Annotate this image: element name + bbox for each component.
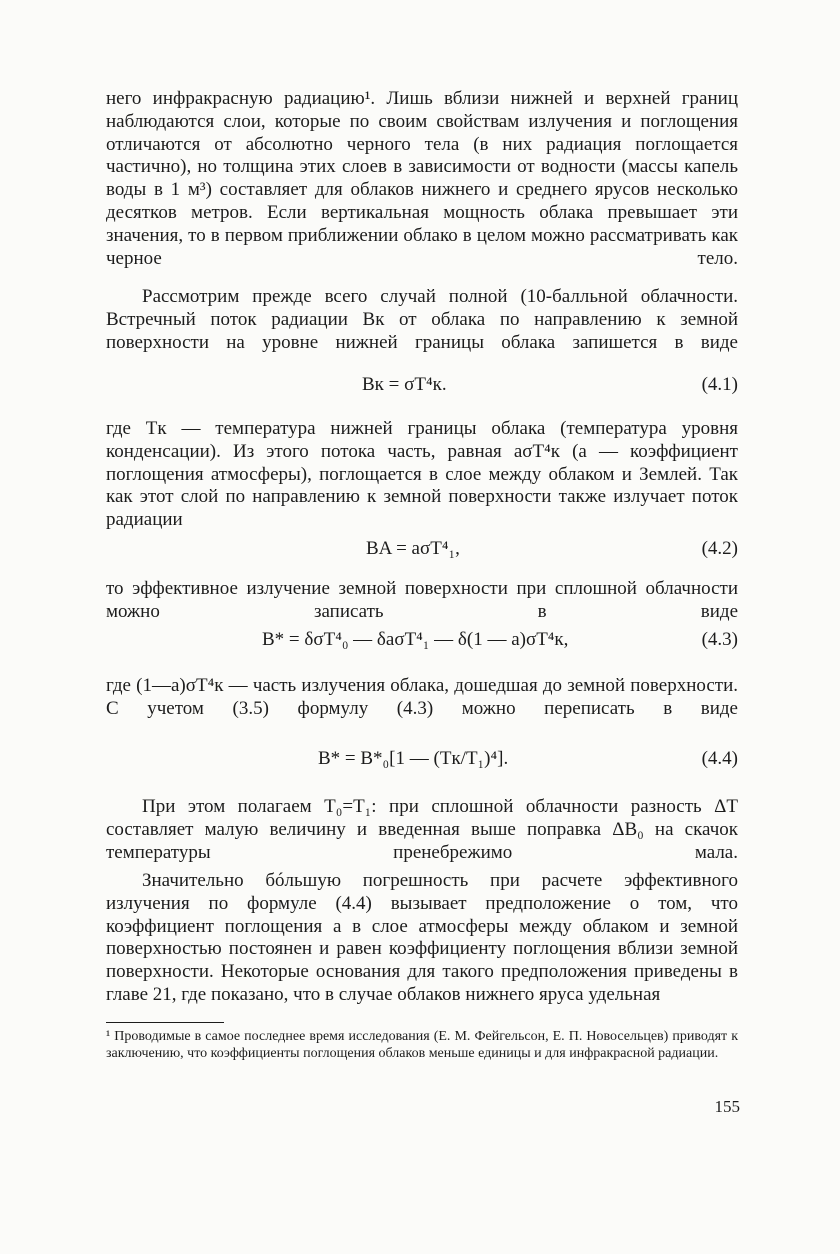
formula-4-3 [106, 629, 738, 659]
footnote-rule [106, 1022, 224, 1023]
formula-4-4-expression: B* = B*₀[1 — (Tк/T₁)⁴]. [318, 748, 509, 769]
formula-4-4-number: (4.4) [701, 748, 738, 769]
formula-4-1-number: (4.1) [701, 374, 738, 395]
paragraph-3: где Tк — температура нижней границы облака (температура уровня конденсации). Из этого потока часть, равная aσT⁴к (a — коэффициент поглощения атмосферы), поглощается в слое между облаком и Землей. Так как этот слой по направлению к земной поверхности также излучает поток радиации [106, 418, 738, 531]
page-number: 155 [714, 1097, 740, 1116]
paragraph-1: него инфракрасную радиацию¹. Лишь вблизи нижней и верхней границ наблюдаются слои, которые по своим свойствам излучения и поглощения отличаются от абсолютно черного тела (в них радиация поглощается частично), но толщина этих слоев в зависимости от водности (массы капель воды в 1 м³) составляет для облаков нижнего и среднего ярусов несколько десятков метров. Если вертикальная мощность облака превышает эти значения, то в первом приближении облако в целом можно рассматривать как черное тело. [106, 88, 738, 269]
formula-4-1 [106, 374, 738, 404]
footnote: ¹ Проводимые в самое последнее время исследования (Е. М. Фейгельсон, Е. П. Новосельцев) приводят к заключению, что коэффициенты поглощения облаков меньше единицы и для инфракрасной радиации. [106, 1029, 738, 1061]
paragraph-6: При этом полагаем T₀=T₁: при сплошной облачности разность ΔT составляет малую величину и введенная выше поправка ΔB₀ на скачок температуры пренебрежимо мала. [106, 796, 738, 863]
paragraph-5: где (1—a)σT⁴к — часть излучения облака, дошедшая до земной поверхности. С учетом (3.5) формулу (4.3) можно переписать в виде [106, 675, 738, 719]
formula-4-1-expression: Bк = σT⁴к. [362, 374, 447, 395]
formula-4-3-number: (4.3) [701, 629, 738, 650]
formula-4-3-expression: B* = δσT⁴₀ — δaσT⁴₁ — δ(1 — a)σT⁴к, [262, 629, 569, 650]
formula-4-2-number: (4.2) [701, 538, 738, 559]
paragraph-7: Значительно бóльшую погрешность при расчете эффективного излучения по формуле (4.4) вызывает предположение о том, что коэффициент поглощения a в слое атмосферы между облаком и земной поверхностью постоянен и равен коэффициенту поглощения вблизи земной поверхности. Некоторые основания для такого предположения приведены в главе 21, где показано, что в случае облаков нижнего яруса удельная [106, 870, 738, 1005]
paragraph-2: Рассмотрим прежде всего случай полной (10-балльной облачности. Встречный поток радиации Bк от облака по направлению к земной поверхности на уровне нижней границы облака запишется в виде [106, 286, 738, 353]
formula-4-2 [106, 538, 738, 568]
formula-4-2-expression: BA = aσT⁴₁, [366, 538, 460, 559]
formula-4-4 [106, 748, 738, 778]
paragraph-4: то эффективное излучение земной поверхности при сплошной облачности можно записать в виде [106, 578, 738, 622]
